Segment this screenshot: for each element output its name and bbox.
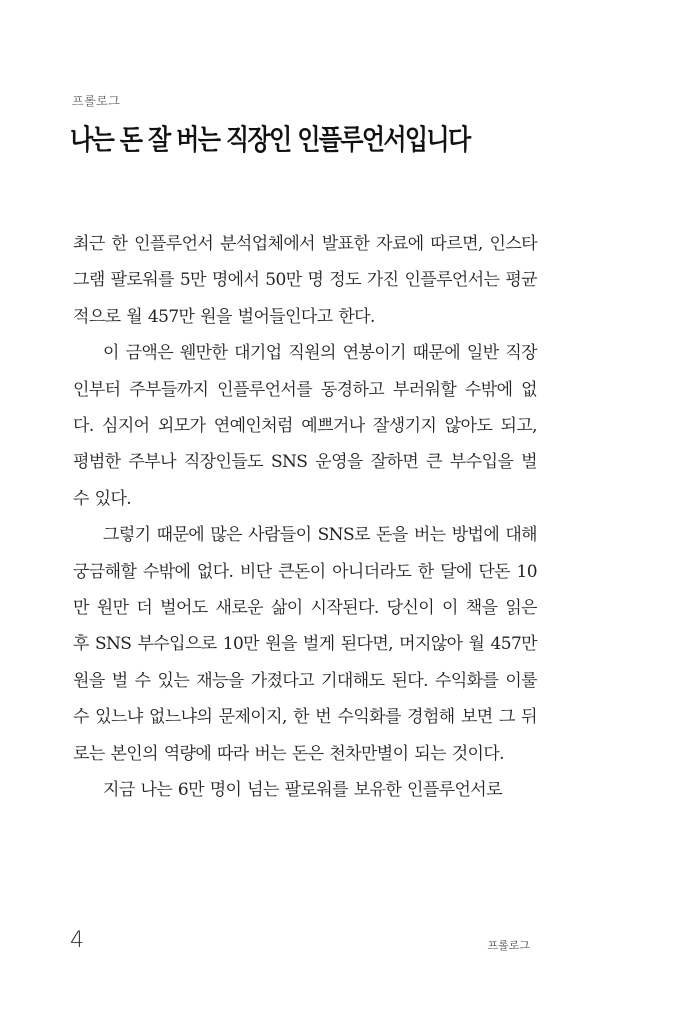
section-label: 프롤로그 [72, 94, 121, 108]
body-text [73, 226, 537, 809]
paragraph: 최근 한 인플루언서 분석업체에서 발표한 자료에 따르면, 인스타그램 팔로워를 5만 명에서 50만 명 정도 가진 인플루언서는 평균적으로 월 457만 원을 벌어들인다고 한다. [73, 234, 537, 327]
chapter-title: 나는 돈 잘 버는 직장인 인플루언서입니다 [70, 123, 470, 156]
paragraph: 이 금액은 웬만한 대기업 직원의 연봉이기 때문에 일반 직장인부터 주부들까지 인플루언서를 동경하고 부러워할 수밖에 없다. 심지어 외모가 연예인처럼 예쁘거나 잘생기지 않아도 되고, 평범한 주부나 직장인들도 SNS 운영을 잘하면 큰 부수입을 벌 수 있다. [73, 343, 537, 509]
footer-section-label: 프롤로그 [487, 939, 530, 952]
paragraph: 지금 나는 6만 명이 넘는 팔로워를 보유한 인플루언서로 [103, 780, 502, 801]
paragraph: 그렇기 때문에 많은 사람들이 SNS로 돈을 버는 방법에 대해 궁금해할 수밖에 없다. 비단 큰돈이 아니더라도 한 달에 단돈 10만 원만 더 벌어도 새로운 삶이 시작된다. 당신이 이 책을 읽은 후 SNS 부수입으로 10만 원을 벌게 된다면, 머지않아 월 457만 원을 벌 수 있는 재능을 가졌다고 기대해도 된다. 수익화를 이룰 수 있느냐 없느냐의 문제이지, 한 번 수익화를 경험해 보면 그 뒤로는 본인의 역량에 따라 버는 돈은 천차만별이 되는 것이다. [73, 525, 537, 764]
page-number: 4 [70, 928, 84, 953]
